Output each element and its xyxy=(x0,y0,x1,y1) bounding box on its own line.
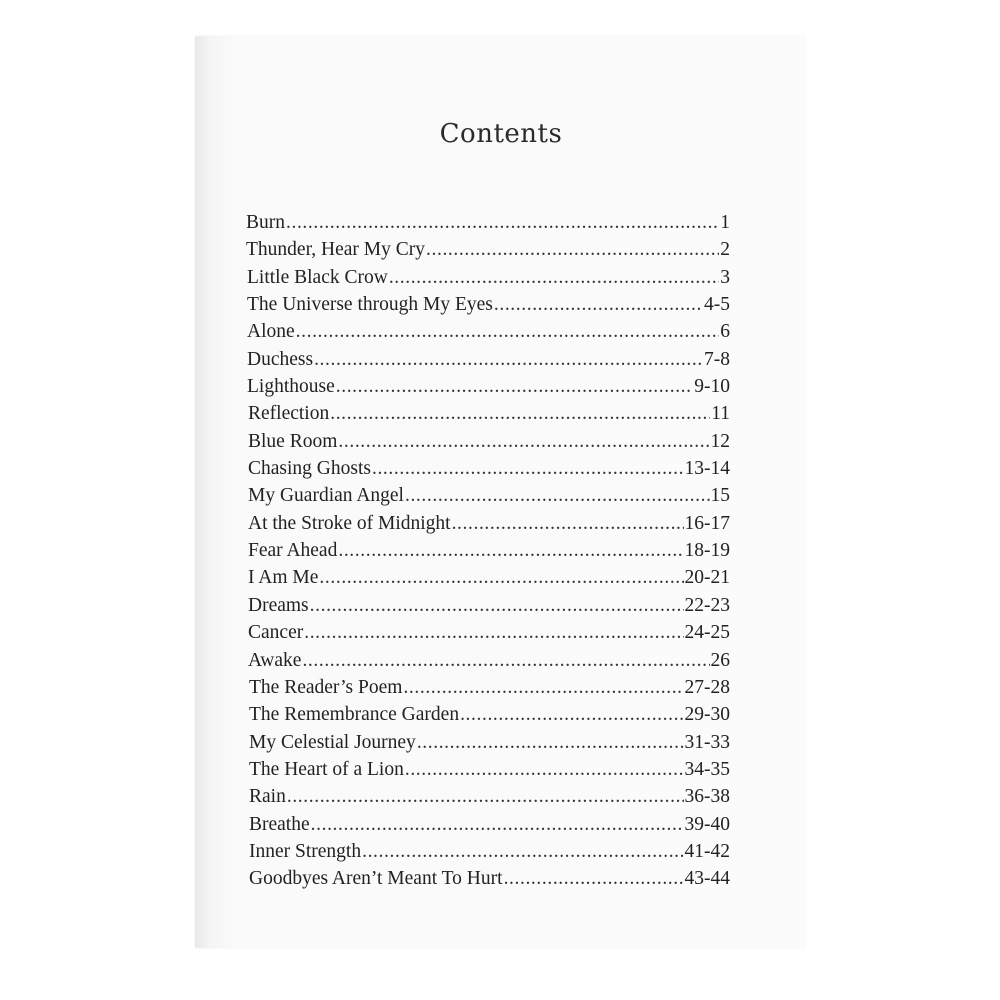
toc-entry-title: Thunder, Hear My Cry xyxy=(246,239,426,261)
toc-dot-leader xyxy=(362,841,683,863)
toc-entry xyxy=(246,622,730,649)
toc-entry xyxy=(246,485,730,512)
toc-entry xyxy=(246,349,730,376)
toc-entry xyxy=(246,650,730,677)
toc-entry-page-number: 41-42 xyxy=(684,840,730,862)
toc-entry-title: Goodbyes Aren’t Meant To Hurt xyxy=(249,868,503,890)
toc-entry-page-number: 4-5 xyxy=(704,294,730,316)
toc-entry-page-number: 34-35 xyxy=(684,758,730,780)
toc-dot-leader xyxy=(494,294,703,316)
toc-entry xyxy=(246,540,730,567)
toc-dot-leader xyxy=(310,595,684,617)
toc-entry-page-number: 24-25 xyxy=(684,622,730,644)
toc-dot-leader xyxy=(372,458,684,480)
toc-entry-page-number: 20-21 xyxy=(684,567,730,589)
toc-entry-page-number: 26 xyxy=(710,649,730,671)
toc-dot-leader xyxy=(460,704,683,726)
toc-entry-page-number: 22-23 xyxy=(684,594,730,616)
toc-dot-leader xyxy=(287,786,684,808)
toc-dot-leader xyxy=(426,239,719,261)
toc-entry-page-number: 29-30 xyxy=(684,704,730,726)
toc-entry-title: Inner Strength xyxy=(249,840,362,862)
toc-entry xyxy=(246,321,730,348)
toc-entry xyxy=(246,294,730,321)
toc-entry xyxy=(246,513,730,540)
toc-entry-title: My Guardian Angel xyxy=(248,485,404,507)
toc-entry-page-number: 27-28 xyxy=(684,676,730,698)
toc-dot-leader xyxy=(319,567,683,589)
toc-entry-title: Dreams xyxy=(248,594,309,616)
toc-entry xyxy=(246,267,730,294)
toc-dot-leader xyxy=(405,485,710,507)
toc-entry-page-number: 12 xyxy=(710,430,730,452)
toc-dot-leader xyxy=(338,540,683,562)
toc-entry xyxy=(246,212,730,239)
toc-entry-title: Burn xyxy=(246,212,285,233)
toc-dot-leader xyxy=(338,431,709,453)
toc-entry xyxy=(246,704,730,731)
toc-dot-leader xyxy=(504,868,684,890)
toc-entry xyxy=(246,239,730,266)
toc-entry-page-number: 9-10 xyxy=(694,376,730,398)
toc-entry-page-number: 2 xyxy=(720,239,730,261)
toc-dot-leader xyxy=(417,732,684,754)
toc-entry-title: My Celestial Journey xyxy=(249,731,416,753)
toc-dot-leader xyxy=(405,759,684,781)
toc-entry-title: Alone xyxy=(247,321,295,343)
toc-entry-title: Chasing Ghosts xyxy=(248,458,371,480)
toc-dot-leader xyxy=(296,321,720,343)
toc-dot-leader xyxy=(403,677,683,699)
toc-entry-page-number: 7-8 xyxy=(704,348,730,370)
contents-heading: Contents xyxy=(439,119,563,149)
toc-dot-leader xyxy=(286,212,719,234)
toc-entry-page-number: 43-44 xyxy=(684,868,730,890)
toc-dot-leader xyxy=(302,650,709,672)
toc-entry xyxy=(246,376,730,403)
toc-entry xyxy=(246,677,730,704)
toc-entry-page-number: 31-33 xyxy=(684,731,730,753)
toc-entry xyxy=(246,814,730,841)
toc-entry-title: Lighthouse xyxy=(247,376,335,398)
book-page xyxy=(195,36,805,948)
toc-dot-leader xyxy=(389,267,719,289)
toc-entry-page-number: 18-19 xyxy=(684,540,730,562)
toc-dot-leader xyxy=(330,403,710,425)
toc-dot-leader xyxy=(311,814,684,836)
toc-entry xyxy=(246,868,730,895)
toc-entry xyxy=(246,458,730,485)
toc-entry-title: The Heart of a Lion xyxy=(249,758,404,780)
toc-entry-page-number: 39-40 xyxy=(684,813,730,835)
toc-entry xyxy=(246,841,730,868)
toc-entry xyxy=(246,431,730,458)
toc-entry-title: I Am Me xyxy=(248,567,319,589)
toc-entry xyxy=(246,595,730,622)
toc-entry-page-number: 36-38 xyxy=(684,786,730,808)
toc-entry xyxy=(246,759,730,786)
toc-entry-title: At the Stroke of Midnight xyxy=(248,512,451,534)
toc-entry xyxy=(246,403,730,430)
toc-dot-leader xyxy=(314,349,703,371)
toc-entry xyxy=(246,732,730,759)
toc-entry-title: Awake xyxy=(248,649,302,671)
toc-entry-page-number: 6 xyxy=(720,321,730,343)
toc-entry-title: Reflection xyxy=(248,403,330,425)
toc-entry-title: Little Black Crow xyxy=(247,266,388,288)
toc-entry-title: Blue Room xyxy=(248,430,338,452)
toc-entry-title: Rain xyxy=(249,786,286,808)
toc-entry-page-number: 1 xyxy=(720,212,730,233)
toc-entry-title: The Remembrance Garden xyxy=(249,704,460,726)
toc-entry-title: Duchess xyxy=(247,348,314,370)
table-of-contents xyxy=(246,212,730,896)
toc-entry-title: Breathe xyxy=(249,813,310,835)
toc-entry-page-number: 15 xyxy=(710,485,730,507)
toc-entry-title: The Reader’s Poem xyxy=(249,676,403,698)
toc-dot-leader xyxy=(452,513,684,535)
toc-entry-title: The Universe through My Eyes xyxy=(247,294,493,316)
toc-entry-title: Fear Ahead xyxy=(248,540,338,562)
toc-entry-page-number: 16-17 xyxy=(684,512,730,534)
toc-entry-page-number: 13-14 xyxy=(684,458,730,480)
toc-entry xyxy=(246,786,730,813)
toc-entry xyxy=(246,567,730,594)
toc-dot-leader xyxy=(336,376,694,398)
toc-dot-leader xyxy=(304,622,683,644)
toc-entry-title: Cancer xyxy=(248,622,304,644)
toc-entry-page-number: 3 xyxy=(720,266,730,288)
toc-entry-page-number: 11 xyxy=(711,403,730,425)
